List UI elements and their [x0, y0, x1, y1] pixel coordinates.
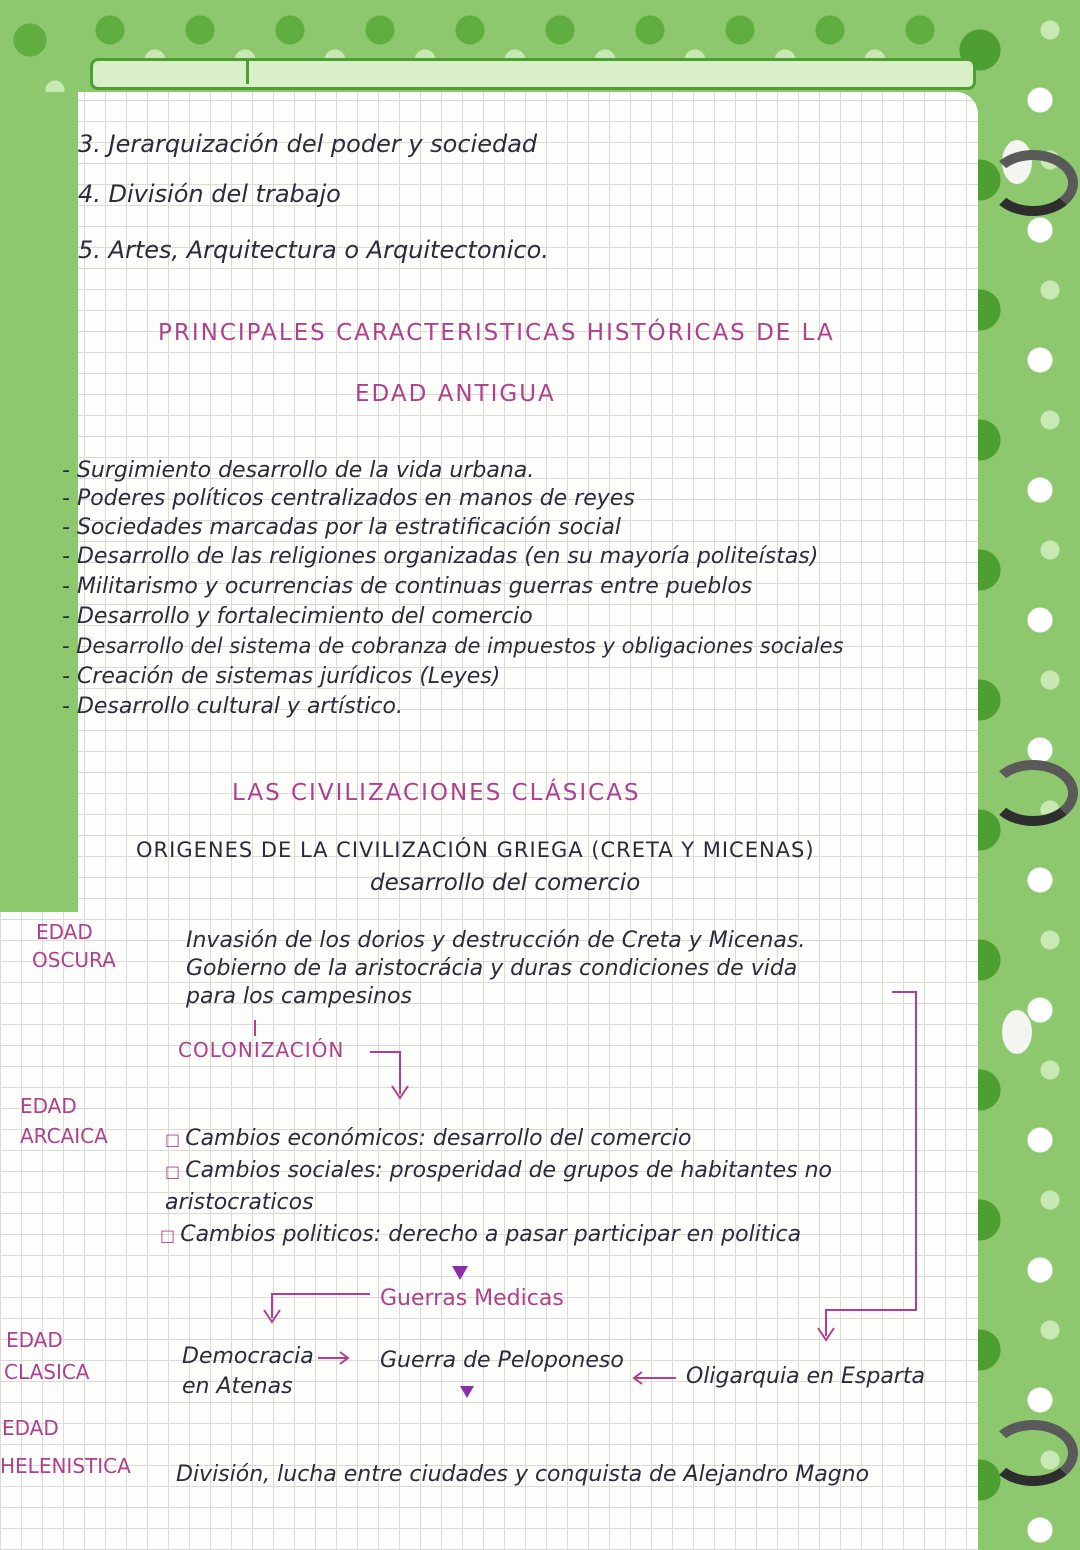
democracia-text-line2: en Atenas: [182, 1374, 293, 1399]
marker-triangle: [460, 1386, 474, 1398]
era-label: EDAD: [20, 1094, 77, 1118]
arrow-left-branch: [272, 1294, 370, 1318]
guerras-medicas-label: Guerras Medicas: [380, 1286, 564, 1311]
list-item: - Desarrollo del sistema de cobranza de impuestos y obligaciones sociales: [62, 634, 844, 658]
list-item-division-trabajo: 4. División del trabajo: [78, 180, 341, 208]
list-item: - Desarrollo y fortalecimiento del comercio: [62, 604, 533, 629]
helenistica-text: División, lucha entre ciudades y conquista de Alejandro Magno: [176, 1462, 870, 1487]
bullet-item: □ Cambios sociales: prosperidad de grupos de habitantes no: [165, 1160, 832, 1182]
marker-triangle: [452, 1266, 468, 1280]
era-label: EDAD: [6, 1328, 63, 1352]
era-label: ARCAICA: [20, 1124, 108, 1148]
list-item: - Desarrollo de las religiones organizadas (en su mayoría politeístas): [62, 544, 818, 569]
bullet-item-continued: aristocraticos: [165, 1190, 314, 1215]
list-item: - Creación de sistemas jurídicos (Leyes): [62, 664, 500, 689]
list-item: - Desarrollo cultural y artístico.: [62, 694, 403, 719]
era-label: EDAD: [2, 1416, 59, 1440]
section2-subtitle-line2: desarrollo del comercio: [370, 870, 641, 896]
list-item-artes: 5. Artes, Arquitectura o Arquitectonico.: [78, 236, 549, 264]
section-title-line2: EDAD ANTIGUA: [355, 381, 556, 407]
era-label: EDAD: [36, 920, 93, 944]
bullet-item: □ Cambios económicos: desarrollo del comercio: [165, 1128, 691, 1150]
oligarquia-text: Oligarquia en Esparta: [686, 1364, 925, 1389]
era-text: Invasión de los dorios y destrucción de Creta y Micenas.: [186, 928, 806, 953]
democracia-text: Democracia: [182, 1344, 314, 1369]
era-text: para los campesinos: [186, 984, 412, 1009]
list-item: - Sociedades marcadas por la estratificación social: [62, 515, 621, 540]
bullet-item: □ Cambios politicos: derecho a pasar participar en politica: [160, 1224, 801, 1246]
arrow-bracket-right: [826, 992, 916, 1336]
section2-subtitle: ORIGENES DE LA CIVILIZACIÓN GRIEGA (CRETA Y MICENAS): [136, 838, 815, 862]
list-item-jerarquizacion: 3. Jerarquización del poder y sociedad: [78, 130, 538, 158]
list-item: - Militarismo y ocurrencias de continuas guerras entre pueblos: [62, 574, 752, 599]
section-title-line1: PRINCIPALES CARACTERISTICAS HISTÓRICAS DE LA: [158, 320, 835, 346]
era-text: Gobierno de la aristocrácia y duras condiciones de vida: [186, 956, 798, 981]
era-label: OSCURA: [32, 948, 116, 972]
arrow-colonizacion: [370, 1052, 400, 1094]
colonizacion-label: COLONIZACIÓN: [178, 1038, 345, 1062]
list-item: - Poderes políticos centralizados en manos de reyes: [62, 486, 635, 511]
era-label: HELENISTICA: [0, 1454, 131, 1478]
list-item: - Surgimiento desarrollo de la vida urbana.: [62, 458, 534, 483]
peloponeso-text: Guerra de Peloponeso: [380, 1348, 624, 1373]
section2-title: LAS CIVILIZACIONES CLÁSICAS: [232, 780, 641, 806]
era-label: CLASICA: [4, 1360, 90, 1384]
